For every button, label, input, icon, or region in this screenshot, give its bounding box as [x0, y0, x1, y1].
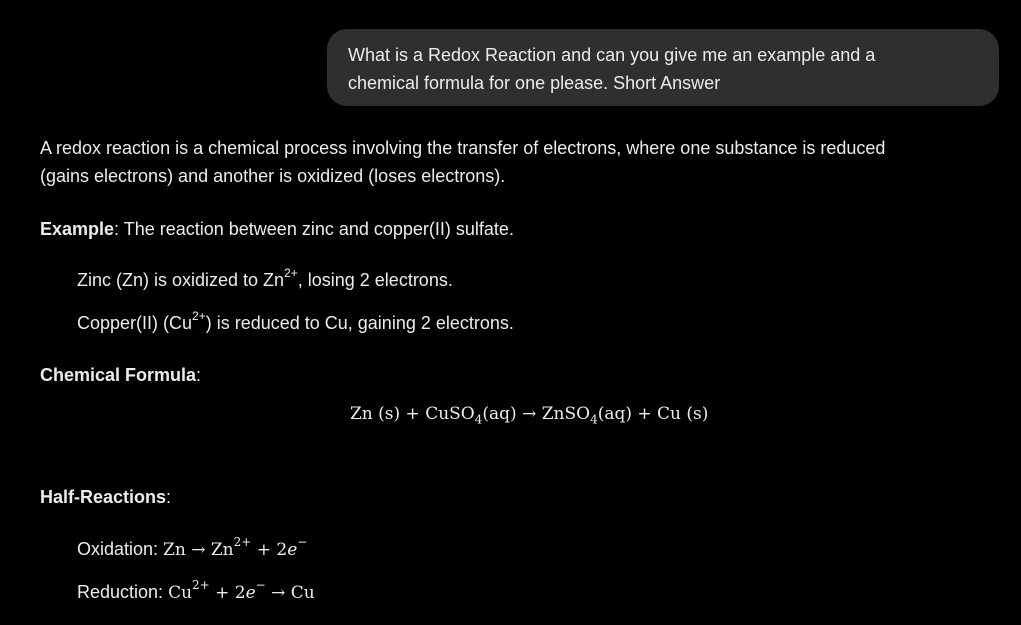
equation-part: + 2	[209, 583, 246, 603]
list-item-oxidation	[77, 535, 307, 564]
oxidation-equation	[163, 535, 308, 560]
subscript: 4	[590, 412, 598, 427]
equation-part: Zn → Zn	[163, 540, 234, 560]
intro-line: (gains electrons) and another is oxidized (loses electrons).	[40, 166, 506, 186]
superscript: 2+	[192, 309, 206, 323]
example-paragraph	[40, 215, 514, 243]
example-label: Example	[40, 219, 115, 239]
superscript: 2+	[192, 578, 210, 593]
equation-part: Zn (s) + CuSO	[350, 404, 475, 424]
list-item	[77, 266, 453, 294]
heading-text: Chemical Formula	[40, 365, 197, 385]
intro-paragraph	[40, 134, 885, 190]
heading-text: Half-Reactions	[40, 487, 167, 507]
list-item-text: Oxidation:	[77, 539, 164, 559]
equation-part: + 2	[251, 540, 288, 560]
list-item-text: Zinc (Zn) is oxidized to Zn	[77, 270, 285, 290]
superscript: −	[297, 535, 308, 550]
equation-part: → Cu	[265, 583, 315, 603]
user-message-line: What is a Redox Reaction and can you give me an example and a	[348, 45, 876, 65]
reduction-equation	[168, 578, 315, 603]
chemical-formula-heading: Chemical Formula:	[40, 365, 202, 385]
intro-line: A redox reaction is a chemical process involving the transfer of electrons, where one substance is reduced	[40, 138, 886, 158]
list-item-text: Reduction:	[77, 582, 169, 602]
equation-part: (aq) → ZnSO	[482, 404, 591, 424]
equation-part: (aq) + Cu (s)	[597, 404, 709, 424]
equation-part: e	[245, 583, 256, 603]
user-message-line: chemical formula for one please. Short Answer	[348, 73, 721, 93]
subscript: 4	[474, 412, 483, 427]
equation-part: e	[287, 540, 298, 560]
superscript: 2+	[233, 535, 252, 550]
superscript: −	[255, 578, 266, 593]
half-reactions-heading: Half-Reactions:	[40, 487, 172, 507]
superscript: 2+	[284, 266, 298, 280]
equation-part: Cu	[168, 583, 193, 603]
list-item-text: Copper(II) (Cu	[77, 313, 193, 333]
chemical-equation	[350, 400, 708, 428]
list-item-text: ) is reduced to Cu, gaining 2 electrons.	[205, 313, 514, 333]
list-item-reduction	[77, 578, 315, 607]
user-message-bubble	[327, 29, 999, 106]
example-text: : The reaction between zinc and copper(II) sulfate.	[114, 219, 514, 239]
list-item	[77, 309, 514, 337]
list-item-text: , losing 2 electrons.	[297, 270, 453, 290]
